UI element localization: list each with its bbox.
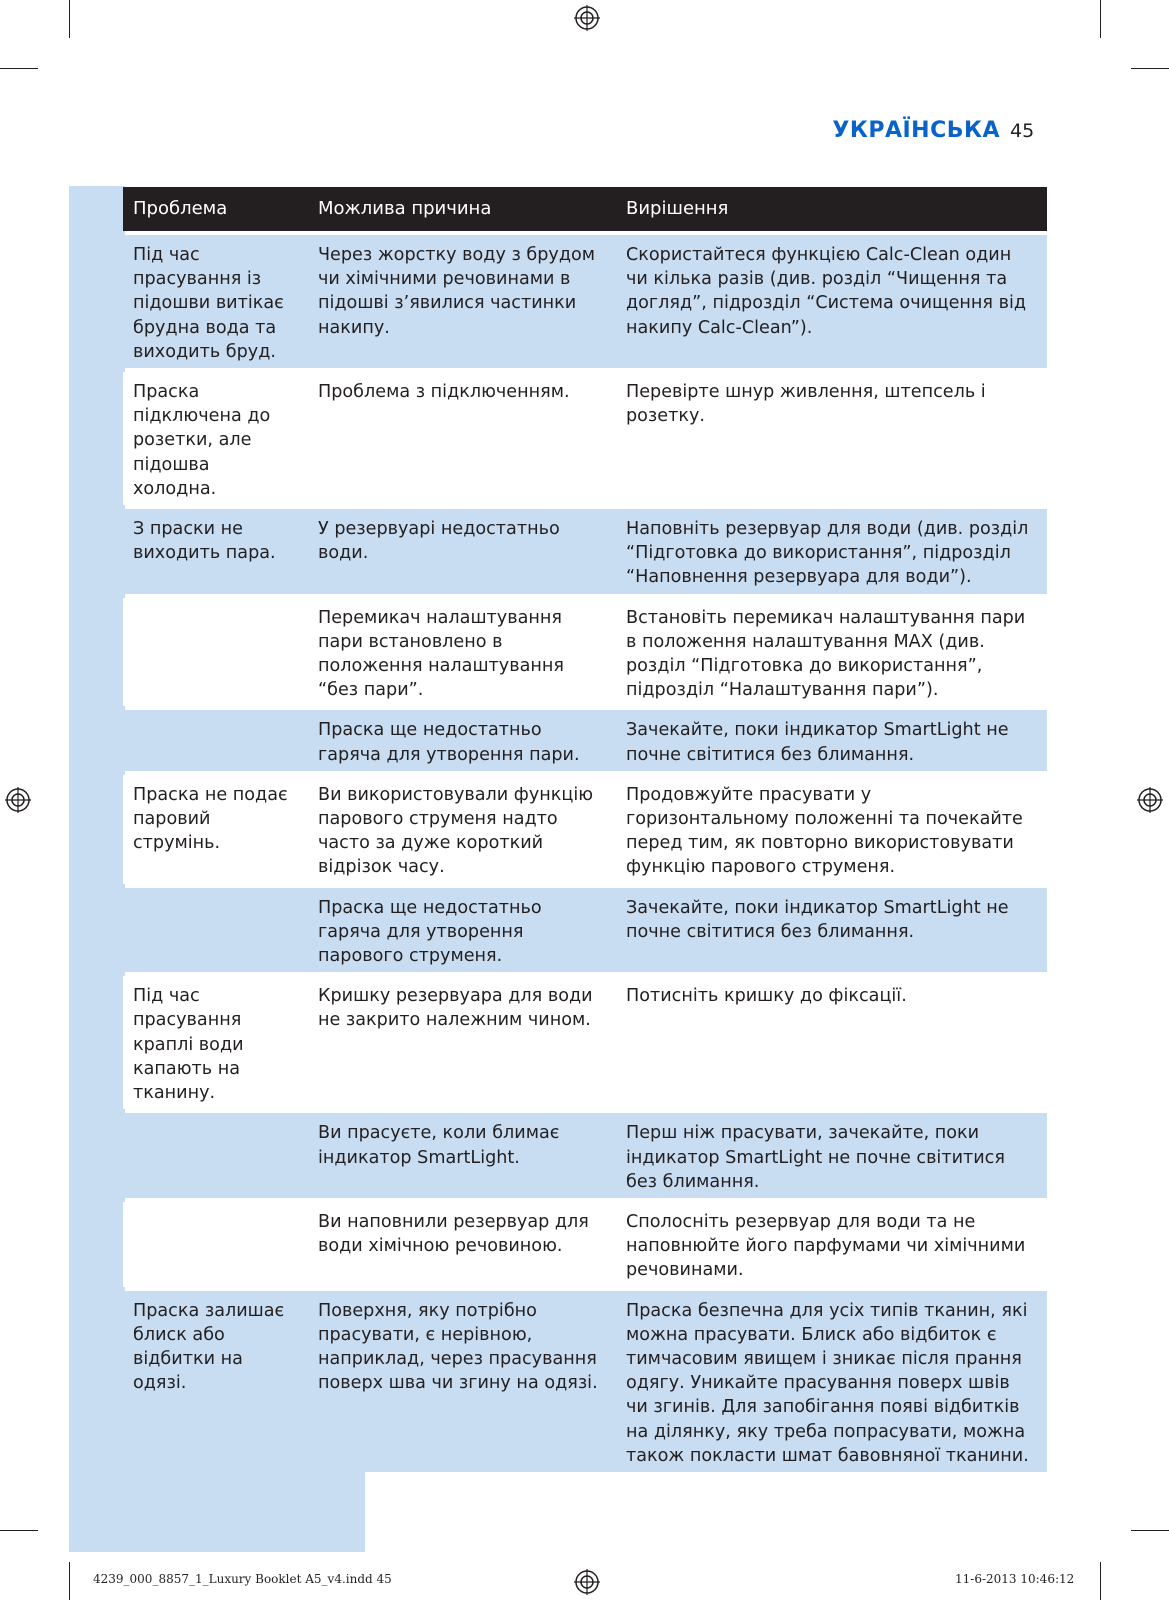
crop-mark — [69, 1562, 70, 1600]
table-row — [123, 235, 1047, 368]
table-row — [123, 775, 1047, 884]
column-header-cause: Можлива причина — [308, 187, 616, 231]
column-header-solution: Вирішення — [616, 187, 1047, 231]
crop-mark — [0, 68, 38, 69]
solution-cell: Перш ніж прасувати, зачекайте, поки індикатор SmartLight не почне світитися без блимання. — [616, 1113, 1047, 1198]
problem-cell — [123, 1113, 308, 1198]
problem-cell — [123, 888, 308, 973]
side-band — [69, 186, 125, 1401]
footer-timestamp: 11-6-2013 10:46:12 — [955, 1572, 1075, 1586]
registration-mark-icon — [574, 5, 600, 31]
problem-cell: Під час прасування краплі води капають на тканину. — [123, 976, 308, 1109]
cause-cell: Праска ще недостатньо гаряча для утворення пари. — [308, 710, 616, 770]
table-row — [123, 710, 1047, 770]
cause-cell: Ви наповнили резервуар для води хімічною речовиною. — [308, 1202, 616, 1287]
cause-cell: Ви використовували функцію парового струменя надто часто за дуже короткий відрізок часу. — [308, 775, 616, 884]
cause-cell: Проблема з підключенням. — [308, 372, 616, 505]
crop-mark — [1100, 0, 1101, 38]
registration-mark-icon — [1137, 787, 1163, 813]
cause-cell: Через жорстку воду з брудом чи хімічними речовинами в підошві з’явилися частинки накипу. — [308, 235, 616, 368]
problem-cell — [123, 598, 308, 707]
solution-cell: Продовжуйте прасувати у горизонтальному положенні та почекайте перед тим, як повторно використовувати функцію парового струменя. — [616, 775, 1047, 884]
solution-cell: Сполосніть резервуар для води та не наповнюйте його парфумами чи хімічними речовинами. — [616, 1202, 1047, 1287]
table-row — [123, 1291, 1047, 1472]
cause-cell: Праска ще недостатньо гаряча для утворення парового струменя. — [308, 888, 616, 973]
crop-mark — [1131, 1530, 1169, 1531]
table-row — [123, 1113, 1047, 1198]
table-row — [123, 598, 1047, 707]
column-header-problem: Проблема — [123, 187, 308, 231]
solution-cell: Перевірте шнур живлення, штепсель і розетку. — [616, 372, 1047, 505]
language-heading: УКРАЇНСЬКА — [832, 118, 1000, 143]
table-header-row — [123, 187, 1047, 231]
table-row — [123, 888, 1047, 973]
cause-cell: Ви прасуєте, коли блимає індикатор SmartLight. — [308, 1113, 616, 1198]
registration-mark-icon — [5, 787, 31, 813]
problem-cell: Праска підключена до розетки, але підошва холодна. — [123, 372, 308, 505]
cause-cell: Поверхня, яку потрібно прасувати, є нерівною, наприклад, через прасування поверх шва чи згину на одязі. — [308, 1291, 616, 1472]
cause-cell: У резервуарі недостатньо води. — [308, 509, 616, 594]
solution-cell: Потисніть кришку до фіксації. — [616, 976, 1047, 1109]
problem-cell: Праска залишає блиск або відбитки на одязі. — [123, 1291, 308, 1472]
problem-cell — [123, 1202, 308, 1287]
solution-cell: Зачекайте, поки індикатор SmartLight не почне світитися без блимання. — [616, 710, 1047, 770]
solution-cell: Зачекайте, поки індикатор SmartLight не почне світитися без блимання. — [616, 888, 1047, 973]
cause-cell: Перемикач налаштування пари встановлено в положення налаштування “без пари”. — [308, 598, 616, 707]
registration-mark-icon — [574, 1569, 600, 1595]
table-row — [123, 372, 1047, 505]
solution-cell: Скористайтеся функцією Calc-Clean один чи кілька разів (див. розділ “Чищення та догляд”, підрозділ “Система очищення від накипу Calc-Clean”). — [616, 235, 1047, 368]
crop-mark — [0, 1530, 38, 1531]
cause-cell: Кришку резервуара для води не закрито належним чином. — [308, 976, 616, 1109]
footer-filename: 4239_000_8857_1_Luxury Booklet A5_v4.indd 45 — [93, 1572, 392, 1586]
problem-cell: Під час прасування із підошви витікає брудна вода та виходить бруд. — [123, 235, 308, 368]
solution-cell: Встановіть перемикач налаштування пари в положення налаштування MAX (див. розділ “Підготовка до використання”, підрозділ “Налаштування пари”). — [616, 598, 1047, 707]
problem-cell — [123, 710, 308, 770]
crop-mark — [1100, 1562, 1101, 1600]
table-row — [123, 509, 1047, 594]
crop-mark — [69, 0, 70, 38]
problem-cell: З праски не виходить пара. — [123, 509, 308, 594]
table-row — [123, 976, 1047, 1109]
problem-cell: Праска не подає паровий струмінь. — [123, 775, 308, 884]
solution-cell: Наповніть резервуар для води (див. розділ “Підготовка до використання”, підрозділ “Наповнення резервуара для води”). — [616, 509, 1047, 594]
table-row — [123, 1202, 1047, 1287]
solution-cell: Праска безпечна для усіх типів тканин, які можна прасувати. Блиск або відбиток є тимчасовим явищем і зникає після прання одягу. Уникайте прасування поверх швів чи згинів. Для запобігання появі відбитків на ділянку, яку треба попрасувати, можна також покласти шмат бавовняної тканини. — [616, 1291, 1047, 1472]
crop-mark — [1131, 68, 1169, 69]
troubleshooting-table — [123, 183, 1047, 1476]
page-number: 45 — [1010, 120, 1035, 142]
